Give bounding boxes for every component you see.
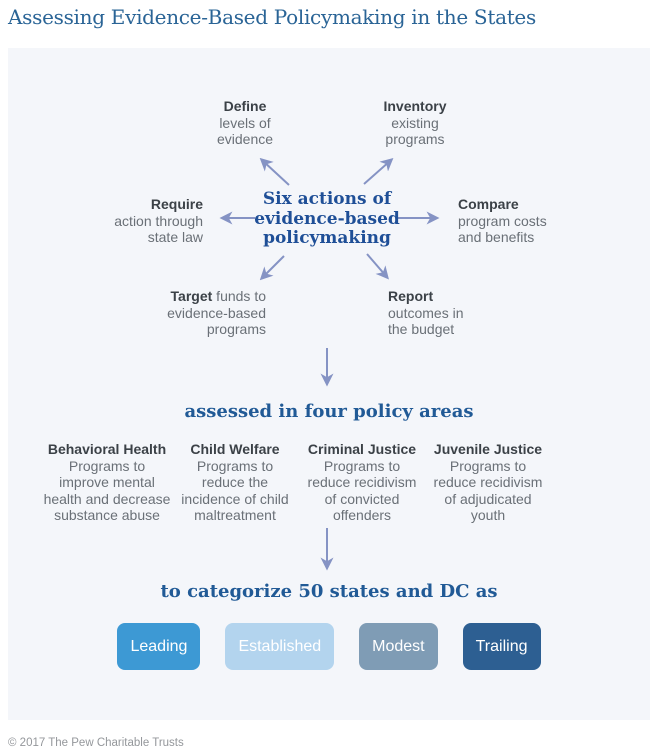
policy-area-desc-line: incidence of child [181,490,289,507]
action-inventory [360,98,470,148]
policy-area-name: Child Welfare [190,441,280,457]
action-target-line1-rest: funds to [212,288,266,304]
policy-area-desc-line: reduce recidivism [433,474,543,490]
policy-area-desc-line: Programs to [68,457,146,474]
policy-area-desc-line: Programs to [196,457,274,474]
policy-area-desc-line: of convicted [324,490,400,507]
arrow-to-target-icon [263,256,284,277]
policy-area-name: Behavioral Health [47,441,167,457]
action-compare [458,196,598,246]
policy-area-desc-line: substance abuse [54,507,160,523]
policy-area-desc-line: reduce the [201,474,269,490]
hub-line3: policymaking [263,228,391,248]
arrows-layer [8,48,650,720]
category-row [8,623,650,670]
policy-area-behavioral-health [37,441,177,524]
arrow-to-define-icon [263,161,289,185]
arrow-to-report-icon [367,254,386,276]
action-target [126,288,266,338]
assessed-heading: assessed in four policy areas [184,401,474,422]
action-target-line1 [126,288,266,305]
categorize-heading: to categorize 50 states and DC as [160,581,498,602]
policy-area-criminal-justice [292,441,432,524]
action-define-keyword: Define [223,98,267,114]
category-button-established[interactable]: Established [225,623,334,670]
infographic-panel [8,48,650,720]
policy-area-desc-line: youth [470,507,506,523]
action-report-keyword: Report [388,288,434,304]
policy-area-juvenile-justice [418,441,558,524]
action-inventory-line2: existing [391,114,439,131]
hub-label [227,190,427,249]
action-require [63,196,203,246]
action-report-line3: the budget [388,321,455,337]
policy-area-desc-line: Programs to [449,457,527,474]
copyright-note: © 2017 The Pew Charitable Trusts [8,737,184,749]
action-require-line3: state law [147,229,203,245]
action-target-keyword: Target [170,288,213,304]
policy-area-desc-line: improve mental [59,474,155,490]
policy-area-name: Criminal Justice [307,441,417,457]
action-report-line2: outcomes in [388,304,464,321]
policy-area-child-welfare [165,441,305,524]
action-inventory-keyword: Inventory [383,98,447,114]
hub-line2: evidence-based [254,208,400,229]
page-title: Assessing Evidence-Based Policymaking in the States [8,5,536,29]
action-compare-line3: and benefits [458,229,535,245]
policy-area-desc-line: reduce recidivism [307,474,417,490]
arrow-to-inventory-icon [364,161,390,184]
category-button-trailing[interactable]: Trailing [463,623,541,670]
action-target-line3: programs [206,321,266,337]
action-compare-keyword: Compare [458,196,519,212]
category-button-modest[interactable]: Modest [359,623,437,670]
policy-area-name: Juvenile Justice [433,441,543,457]
action-require-line2: action through [114,212,203,229]
policy-area-desc-line: Programs to [323,457,401,474]
policy-area-desc-line: health and decrease [43,490,171,507]
action-define [190,98,300,148]
hub-line1: Six actions of [262,189,392,209]
action-report [388,288,518,338]
action-compare-line2: program costs [458,212,547,229]
action-inventory-line3: programs [385,131,445,147]
policy-area-desc-line: offenders [332,507,392,523]
action-require-keyword: Require [150,196,203,212]
policy-area-desc-line: of adjudicated [444,490,532,507]
action-target-line2: evidence-based [167,304,266,321]
action-define-line3: evidence [216,131,274,147]
action-define-line2: levels of [219,114,271,131]
category-button-leading[interactable]: Leading [117,623,200,670]
policy-area-desc-line: maltreatment [194,507,276,523]
